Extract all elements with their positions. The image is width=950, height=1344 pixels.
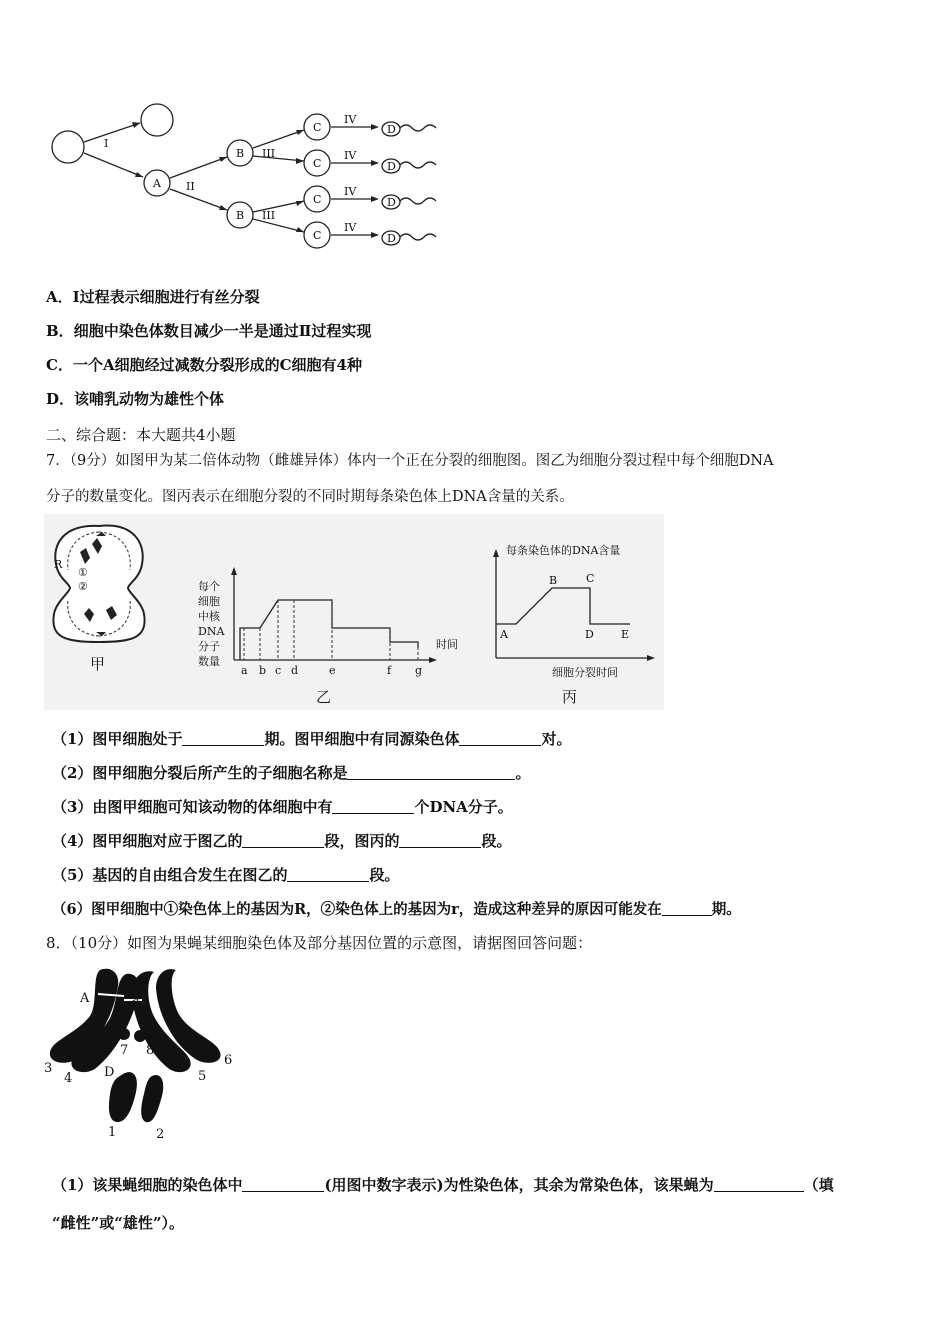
q7-sub4 (52, 830, 511, 851)
yi-ylabel-6: 数量 (198, 655, 220, 668)
yi-tick-g: g (415, 664, 423, 677)
gene-label-big-a: A (80, 991, 90, 1006)
q7-sub1-text-3: 对。 (541, 730, 572, 748)
q7-sub1-text: （1）图甲细胞处于 (52, 730, 183, 748)
q7-sub4-text-3: 段。 (481, 832, 512, 850)
q8-sub1-text: （1）该果蝇细胞的染色体中 (52, 1176, 243, 1194)
gene-label-r: R (54, 558, 63, 571)
answer-blank[interactable] (662, 901, 712, 916)
gene-label-small-a: a (132, 993, 140, 1008)
option-letter: A． (46, 288, 73, 306)
q8-sub1-text-3: （填 (803, 1176, 834, 1194)
bing-ylabel: 每条染色体的DNA含量 (506, 544, 621, 557)
sperm-label-d2: D (387, 160, 396, 173)
fruit-fly-chromosome-diagram (36, 960, 246, 1146)
chromosome-num-2: 2 (156, 1127, 165, 1142)
stage-label-iv-2: IV (344, 149, 357, 162)
answer-blank[interactable] (242, 1177, 324, 1192)
answer-blank[interactable] (714, 1177, 804, 1192)
cell-label-a: A (153, 177, 161, 190)
bing-point-e: E (621, 628, 630, 641)
answer-blank[interactable] (399, 833, 481, 848)
option-letter: D． (46, 390, 75, 408)
meiosis-diagram (40, 95, 450, 265)
q7-sub2 (52, 762, 530, 783)
q7-sub4-text: （4）图甲细胞对应于图乙的 (52, 832, 243, 850)
cell-label-c3: C (313, 193, 322, 206)
q7-sub5-text: （5）基因的自由组合发生在图乙的 (52, 866, 288, 884)
option-letter: B． (46, 322, 74, 340)
bing-xlabel: 细胞分裂时间 (552, 666, 618, 679)
sperm-label-d4: D (387, 232, 396, 245)
q7-sub5 (52, 864, 399, 885)
cell-label-c4: C (313, 229, 322, 242)
q7-sub2-text: （2）图甲细胞分裂后所产生的子细胞名称是 (52, 764, 348, 782)
stage-label-ii: II (186, 180, 195, 193)
chromosome-num-4: 4 (64, 1071, 73, 1086)
section-heading: 二、综合题：本大题共4小题 (46, 426, 236, 444)
yi-ylabel-1: 每个 (198, 580, 220, 593)
chromosome-num-7: 7 (120, 1043, 129, 1058)
stage-label-iii-lower: III (262, 209, 276, 222)
option-c (46, 354, 362, 375)
option-text: 该哺乳动物为雄性个体 (74, 390, 225, 408)
cell-mitosis-product (141, 104, 173, 136)
q7-sub4-text-2: 段，图丙的 (324, 832, 400, 850)
q7-sub6-text: （6）图甲细胞中①染色体上的基因为R，②染色体上的基因为r，造成这种差异的原因可能发在 (52, 901, 662, 918)
answer-blank[interactable] (332, 799, 414, 814)
chromosome-num-8: 8 (146, 1043, 155, 1058)
chromosome-label-1: ① (78, 566, 88, 579)
q7-sub3-text: （3）由图甲细胞可知该动物的体细胞中有 (52, 798, 333, 816)
option-text: 一个A细胞经过减数分裂形成的C细胞有4种 (72, 356, 362, 374)
cell-label-c1: C (313, 121, 322, 134)
q7-sub5-text-2: 段。 (369, 866, 400, 884)
sperm-label-d1: D (387, 123, 396, 136)
yi-ylabel-3: 中核 (198, 610, 220, 623)
answer-blank[interactable] (347, 765, 515, 780)
yi-tick-d: d (291, 664, 299, 677)
sperm-label-d3: D (387, 196, 396, 209)
yi-tick-b: b (259, 664, 267, 677)
q7-figures (44, 514, 664, 710)
answer-blank[interactable] (242, 833, 324, 848)
stage-label-i: I (104, 137, 109, 150)
stage-label-iv-4: IV (344, 221, 357, 234)
q8-intro: 8．（10分）如图为果蝇某细胞染色体及部分基因位置的示意图，请据图回答问题： (46, 934, 593, 952)
figure-jia-caption: 甲 (90, 655, 106, 673)
q8-sub1-line2: “雌性”或“雄性”）。 (52, 1214, 185, 1232)
chromosome-label-2: ② (78, 580, 88, 593)
cell-label-c2: C (313, 157, 322, 170)
yi-xlabel: 时间 (436, 638, 458, 651)
answer-blank[interactable] (287, 867, 369, 882)
cell-origin (52, 131, 84, 163)
figure-yi-caption: 乙 (316, 688, 332, 706)
answer-blank[interactable] (459, 731, 541, 746)
q7-sub6-text-2: 期。 (711, 901, 741, 918)
answer-blank[interactable] (182, 731, 264, 746)
yi-ylabel-5: 分子 (198, 640, 220, 653)
stage-label-iv-1: IV (344, 113, 357, 126)
option-b (46, 320, 371, 341)
bing-point-a: A (500, 628, 508, 641)
option-letter: C． (46, 356, 73, 374)
q7-sub3 (52, 796, 513, 817)
chromosome-num-1: 1 (108, 1125, 117, 1140)
yi-tick-c: c (275, 664, 282, 677)
option-a (46, 286, 260, 307)
option-d (46, 388, 224, 409)
yi-tick-f: f (387, 664, 392, 677)
q7-sub6 (52, 898, 741, 919)
gene-label-d: D (104, 1065, 115, 1080)
q8-sub1 (52, 1174, 834, 1195)
q8-sub1-text-2: (用图中数字表示)为性染色体，其余为常染色体，该果蝇为 (324, 1176, 714, 1194)
bing-point-c: C (586, 572, 595, 585)
bing-point-b: B (549, 574, 558, 587)
chromosome-num-5: 5 (198, 1069, 207, 1084)
option-text: Ⅰ过程表示细胞进行有丝分裂 (72, 288, 260, 306)
option-text: 细胞中染色体数目减少一半是通过Ⅱ过程实现 (73, 322, 372, 340)
chromosome-num-3: 3 (44, 1061, 53, 1076)
q7-sub2-text-2: 。 (515, 764, 531, 782)
q7-sub3-text-2: 个DNA分子。 (414, 798, 513, 816)
chromosome-num-6: 6 (224, 1053, 233, 1068)
cell-label-b-lower: B (236, 209, 245, 222)
q7-intro-line1: 7．（9分）如图甲为某二倍体动物（雌雄异体）体内一个正在分裂的细胞图。图乙为细胞分裂过程中每个细胞DNA (46, 453, 774, 469)
q7-sub1-text-2: 期。图甲细胞中有同源染色体 (264, 730, 460, 748)
q7-intro-line2: 分子的数量变化。图丙表示在细胞分裂的不同时期每条染色体上DNA含量的关系。 (46, 489, 574, 505)
q7-sub1 (52, 728, 571, 749)
bing-point-d: D (585, 628, 594, 641)
stage-label-iv-3: IV (344, 185, 357, 198)
cell-label-b-upper: B (236, 147, 245, 160)
yi-ylabel-4: DNA (198, 625, 225, 638)
stage-label-iii-upper: III (262, 147, 276, 160)
yi-ylabel-2: 细胞 (198, 595, 220, 608)
yi-tick-a: a (241, 664, 248, 677)
yi-tick-e: e (329, 664, 336, 677)
figure-bing-caption: 丙 (562, 688, 578, 706)
